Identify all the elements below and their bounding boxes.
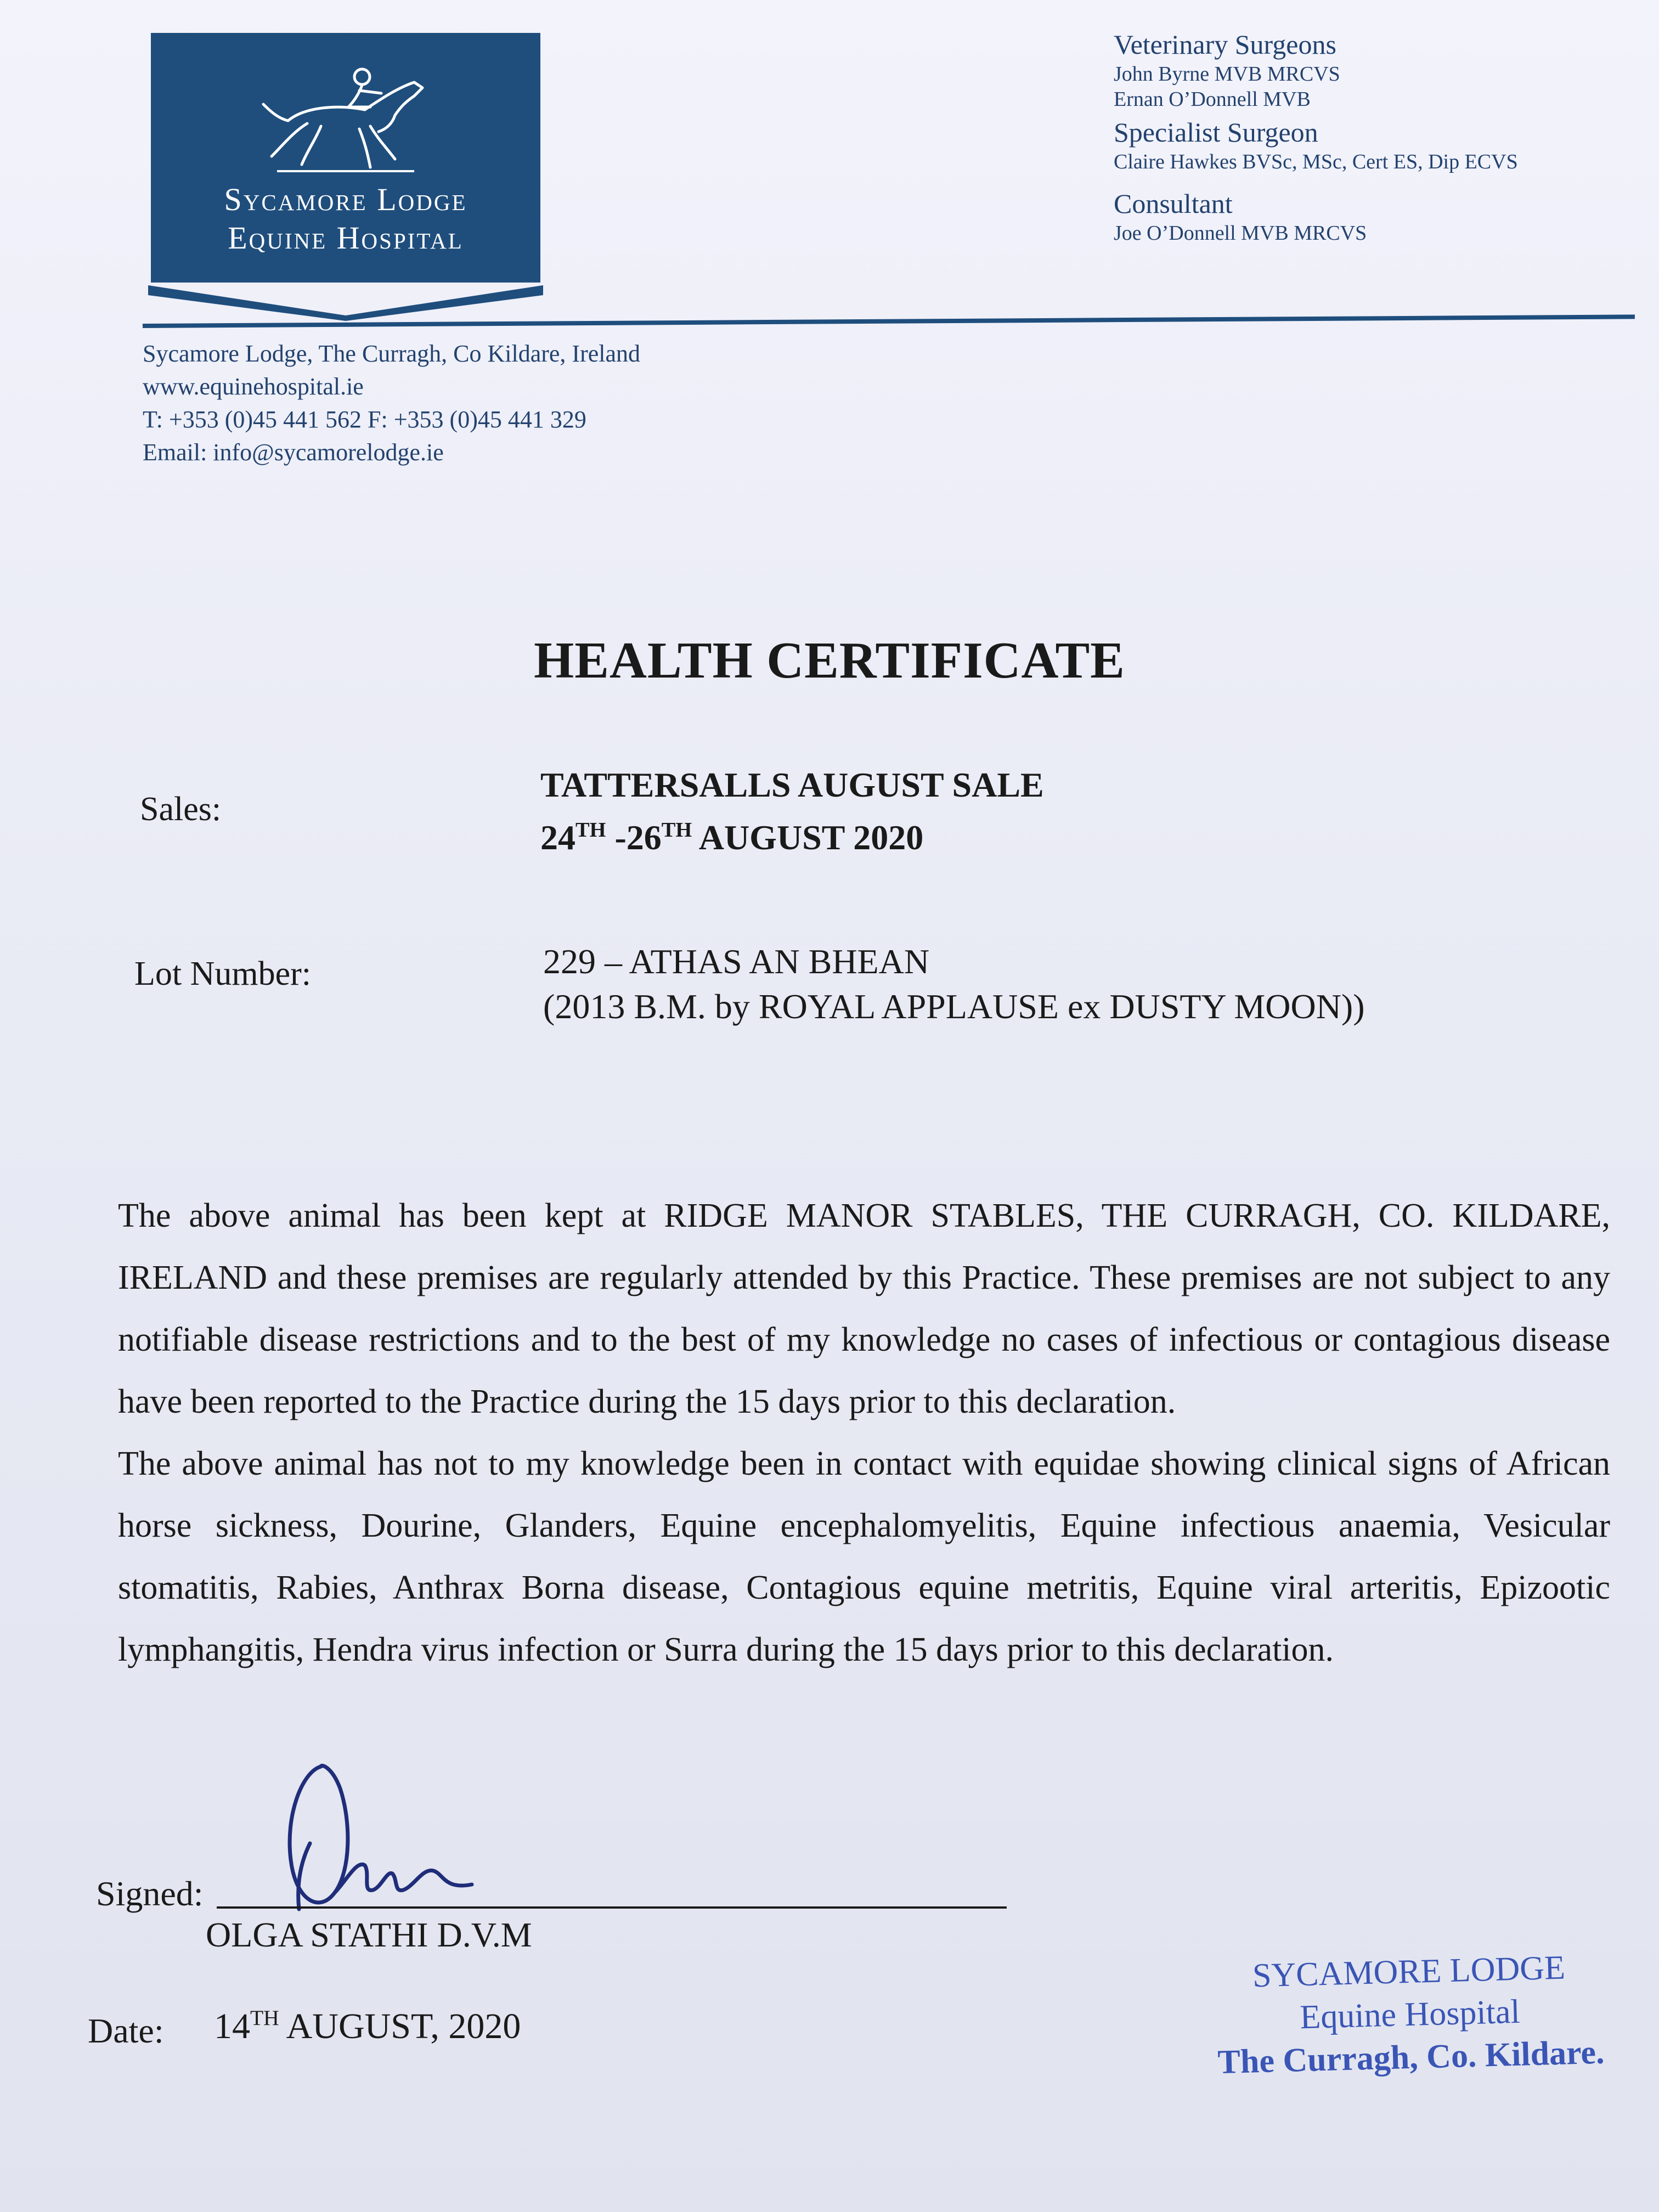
logo-name-line1: Sycamore Lodge: [224, 182, 467, 217]
signature-line: [217, 1906, 1007, 1909]
sales-value: [540, 763, 1044, 860]
racehorse-jockey-icon: [255, 55, 436, 176]
date-value: 14TH AUGUST, 2020: [214, 2006, 521, 2046]
stamp-line: SYCAMORE LODGE: [1252, 1949, 1566, 1995]
declaration-paragraph: The above animal has been kept at RIDGE MANOR STABLES, THE CURRAGH, CO. KILDARE, IRELAND and these premises are regularly attended by this Practice. These premises are not subject to any notifiable disease restrictions and to the best of my knowledge no cases of infectious or contagious disease have been reported to the Practice during the 15 days prior to this declaration.: [118, 1197, 1610, 1420]
logo-chevron: [148, 274, 543, 321]
contact-block: [143, 337, 640, 469]
handwritten-signature: [269, 1756, 521, 1920]
signed-label: Signed:: [96, 1874, 204, 1913]
logo-panel: [151, 33, 540, 283]
vet-heading: Veterinary Surgeons: [1114, 29, 1336, 60]
website: www.equinehospital.ie: [143, 373, 364, 400]
lot-pedigree: (2013 B.M. by ROYAL APPLAUSE ex DUSTY MOON)): [543, 987, 1365, 1026]
email: Email: info@sycamorelodge.ie: [143, 439, 444, 466]
consultant-heading: Consultant: [1114, 188, 1233, 219]
practice-stamp: [1194, 1945, 1626, 2084]
phone-fax: T: +353 (0)45 441 562 F: +353 (0)45 441 329: [143, 406, 586, 433]
sales-dates: 24TH -26TH AUGUST 2020: [540, 818, 924, 857]
signatory-name: OLGA STATHI D.V.M: [206, 1915, 532, 1954]
specialist-name: Claire Hawkes BVSc, MSc, Cert ES, Dip ECVS: [1114, 150, 1518, 173]
hospital-logo: [151, 33, 540, 318]
date-label: Date:: [88, 2011, 164, 2050]
sales-name: TATTERSALLS AUGUST SALE: [540, 765, 1044, 804]
specialist-heading: Specialist Surgeon: [1114, 117, 1318, 148]
staff-list: [1114, 27, 1518, 246]
stamp-line: The Curragh, Co. Kildare.: [1217, 2033, 1605, 2081]
address: Sycamore Lodge, The Curragh, Co Kildare, Ireland: [143, 340, 641, 367]
document-title: HEALTH CERTIFICATE: [534, 632, 1125, 689]
stamp-line: Equine Hospital: [1299, 1993, 1521, 2036]
lot-value: [543, 939, 1365, 1029]
lot-number-name: 229 – ATHAS AN BHEAN: [543, 942, 930, 981]
vet-name: Ernan O’Donnell MVB: [1114, 88, 1311, 111]
lot-label: Lot Number:: [134, 955, 311, 992]
sales-label: Sales:: [140, 791, 222, 828]
declaration-paragraph: The above animal has not to my knowledge been in contact with equidae showing clinical signs of African horse sickness, Dourine, Glanders, Equine encephalomyelitis, Equine infectious anaemia, Vesicular stomatitis, Rabies, Anthrax Borna disease, Contagious equine metritis, Equine viral arteritis, Epizootic lymphangitis, Hendra virus infection or Surra during the 15 days prior to this declaration.: [118, 1445, 1610, 1668]
declaration-text: [118, 1185, 1610, 1681]
logo-name-line2: Equine Hospital: [228, 220, 464, 256]
consultant-name: Joe O’Donnell MVB MRCVS: [1114, 222, 1367, 245]
vet-name: John Byrne MVB MRCVS: [1114, 63, 1340, 86]
